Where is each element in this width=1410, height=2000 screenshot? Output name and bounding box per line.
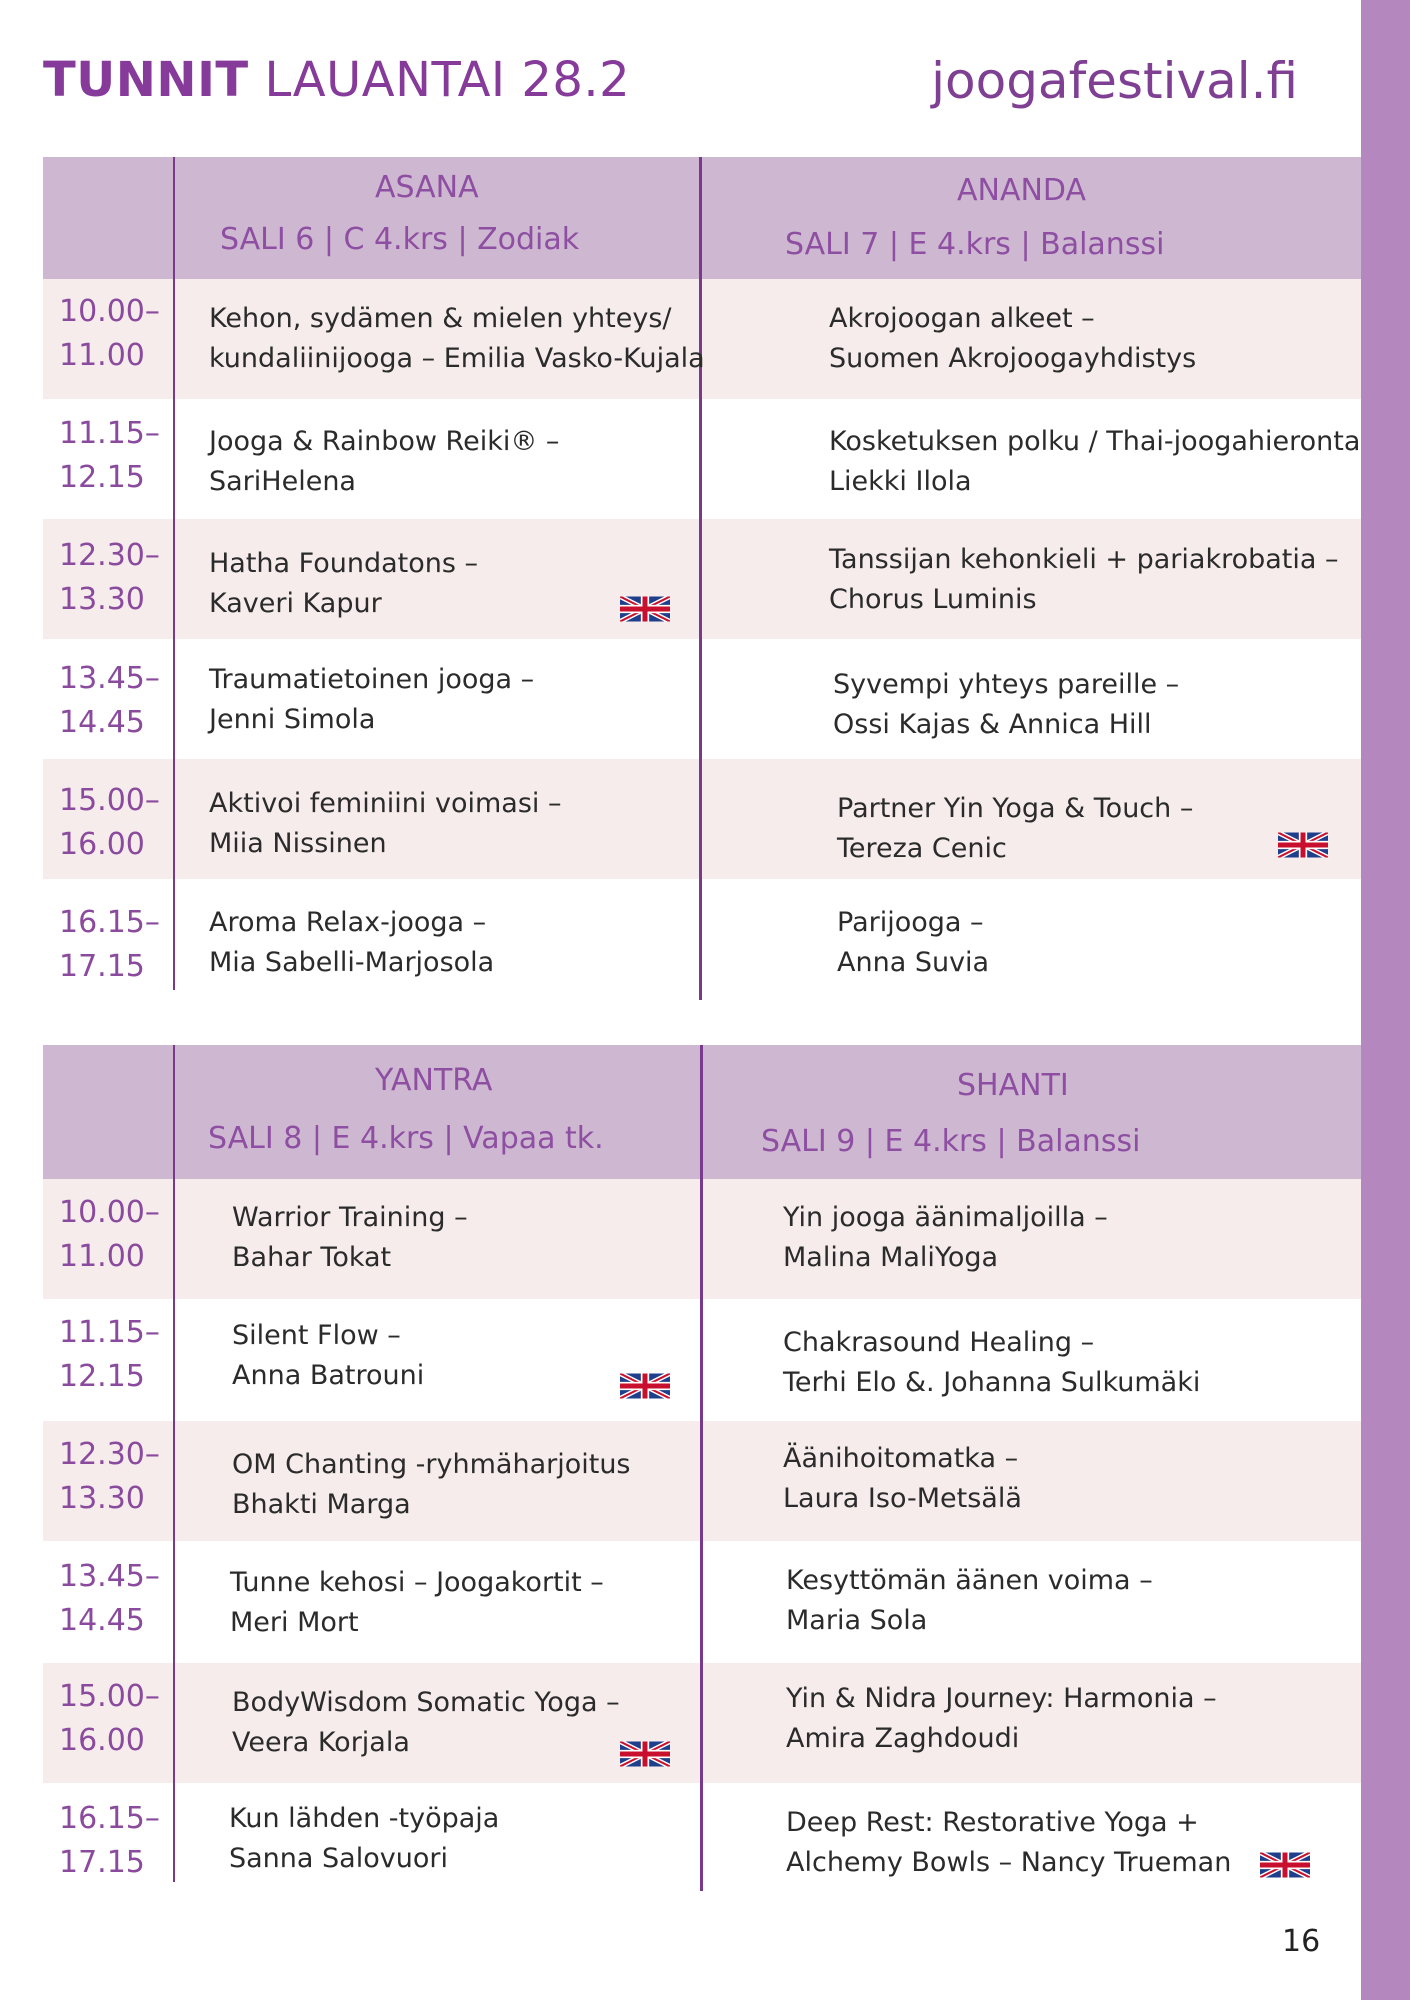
- uk-flag-icon: [620, 594, 670, 624]
- room-info-ananda: SALI 7 | E 4.krs | Balanssi: [785, 227, 1165, 262]
- time-slot: 12.30– 13.30: [59, 538, 160, 617]
- class-left: BodyWisdom Somatic Yoga – Veera Korjala: [232, 1687, 620, 1758]
- room-divider: [699, 157, 702, 1000]
- class-right: Yin jooga äänimaljoilla – Malina MaliYoga: [783, 1202, 1108, 1273]
- class-left: Hatha Foundatons – Kaveri Kapur: [209, 548, 479, 619]
- class-right: Kesyttömän äänen voima – Maria Sola: [786, 1565, 1153, 1636]
- class-left: Aroma Relax-jooga – Mia Sabelli-Marjosola: [209, 907, 495, 978]
- uk-flag-icon: [620, 1739, 670, 1769]
- room-name-shanti: SHANTI: [957, 1068, 1069, 1103]
- class-right: Tanssijan kehonkieli + pariakrobatia – Chorus Luminis: [829, 544, 1339, 615]
- class-right: Parijooga – Anna Suvia: [837, 907, 990, 978]
- time-slot: 11.15– 12.15: [59, 1315, 160, 1394]
- room-name-ananda: ANANDA: [957, 173, 1087, 208]
- room-info-shanti: SALI 9 | E 4.krs | Balanssi: [761, 1124, 1141, 1159]
- uk-flag-icon: [1260, 1850, 1310, 1880]
- schedule-table-2: [43, 1045, 1361, 1891]
- site-url[interactable]: joogafestival.fi: [931, 52, 1298, 110]
- class-left: Tunne kehosi – Joogakortit – Meri Mort: [230, 1567, 604, 1638]
- room-name-yantra: YANTRA: [375, 1063, 493, 1098]
- class-right: Syvempi yhteys pareille – Ossi Kajas & Annica Hill: [833, 669, 1180, 740]
- class-left: Kun lähden -työpaja Sanna Salovuori: [229, 1803, 500, 1874]
- room-name-asana: ASANA: [375, 170, 479, 205]
- time-slot: 15.00– 16.00: [59, 783, 160, 862]
- class-right: Chakrasound Healing – Terhi Elo &. Johanna Sulkumäki: [783, 1327, 1201, 1398]
- class-right: Partner Yin Yoga & Touch – Tereza Cenic: [837, 793, 1194, 864]
- time-slot: 10.00– 11.00: [59, 294, 160, 373]
- class-right: Yin & Nidra Journey: Harmonia – Amira Zaghdoudi: [786, 1683, 1217, 1754]
- uk-flag-icon: [620, 1371, 670, 1401]
- column-divider: [173, 1045, 175, 1882]
- time-slot: 13.45– 14.45: [59, 661, 160, 740]
- time-slot: 12.30– 13.30: [59, 1437, 160, 1516]
- time-slot: 15.00– 16.00: [59, 1679, 160, 1758]
- class-left: Warrior Training – Bahar Tokat: [232, 1202, 468, 1273]
- time-slot: 16.15– 17.15: [59, 905, 160, 984]
- column-divider: [173, 157, 175, 990]
- time-slot: 16.15– 17.15: [59, 1801, 160, 1880]
- uk-flag-icon: [1278, 830, 1328, 860]
- time-slot: 10.00– 11.00: [59, 1195, 160, 1274]
- room-info-yantra: SALI 8 | E 4.krs | Vapaa tk.: [208, 1121, 604, 1156]
- room-info-asana: SALI 6 | C 4.krs | Zodiak: [220, 222, 580, 257]
- time-slot: 11.15– 12.15: [59, 416, 160, 495]
- title-date: LAUANTAI 28.2: [264, 52, 631, 108]
- class-right: Akrojoogan alkeet – Suomen Akrojoogayhdistys: [829, 303, 1197, 374]
- class-right: Äänihoitomatka – Laura Iso-Metsälä: [783, 1443, 1022, 1514]
- page-title: [43, 52, 630, 108]
- room-divider: [700, 1045, 703, 1891]
- class-right: Kosketuksen polku / Thai-joogahieronta Liekki Ilola: [829, 426, 1361, 497]
- title-bold: TUNNIT: [43, 52, 249, 108]
- class-left: Traumatietoinen jooga – Jenni Simola: [209, 664, 535, 735]
- time-slot: 13.45– 14.45: [59, 1559, 160, 1638]
- schedule-table-1: [43, 157, 1361, 1000]
- class-right: Deep Rest: Restorative Yoga + Alchemy Bowls – Nancy Trueman: [786, 1807, 1232, 1878]
- class-left: OM Chanting -ryhmäharjoitus Bhakti Marga: [232, 1449, 631, 1520]
- class-left: Aktivoi feminiini voimasi – Miia Nissinen: [209, 788, 562, 859]
- class-left: Kehon, sydämen & mielen yhteys/ kundaliinijooga – Emilia Vasko-Kujala: [209, 303, 705, 374]
- class-left: Jooga & Rainbow Reiki® – SariHelena: [209, 426, 560, 497]
- class-left: Silent Flow – Anna Batrouni: [232, 1320, 425, 1391]
- page-number: 16: [1282, 1924, 1321, 1959]
- side-stripe: [1361, 0, 1410, 2000]
